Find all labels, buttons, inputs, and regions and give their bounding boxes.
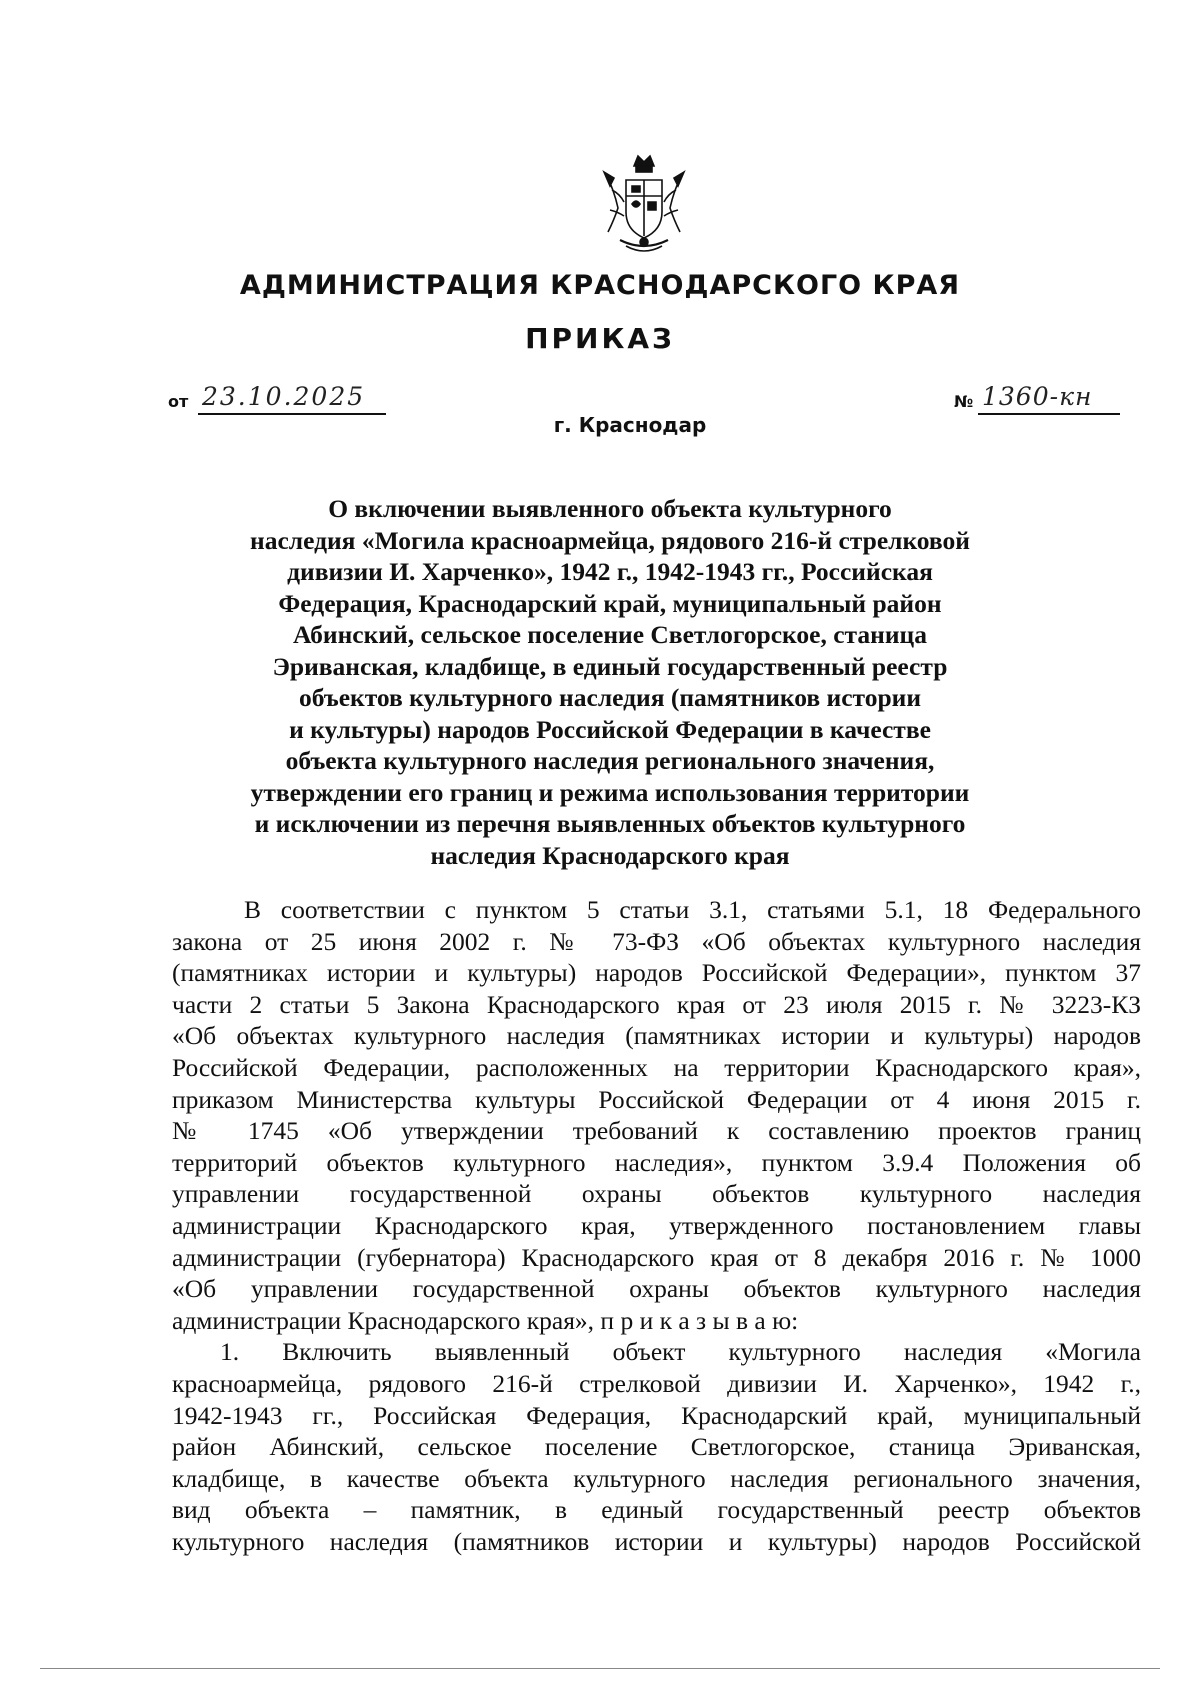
preamble-line: приказом Министерства культуры Российской Федерации от 4 июня 2015 г. <box>172 1084 1141 1114</box>
preamble-line: части 2 статьи 5 Закона Краснодарского края от 23 июля 2015 г. № 3223-КЗ <box>172 989 1141 1019</box>
preamble-line: администрации Краснодарского края», п р и к а з ы в а ю: <box>172 1305 799 1335</box>
preamble-line: № 1745 «Об утверждении требований к составлению проектов границ <box>172 1116 1141 1146</box>
subject-line: дивизии И. Харченко», 1942 г., 1942-1943 гг., Российская <box>287 557 933 586</box>
subject-line: Федерация, Краснодарский край, муниципальный район <box>278 588 942 618</box>
date-prefix: от <box>168 392 189 411</box>
krasnodar-coat-of-arms-icon <box>596 150 692 258</box>
subject-line: и исключении из перечня выявленных объектов культурного <box>254 809 966 838</box>
item-1-line: 1942-1943 гг., Российская Федерация, Краснодарский край, муниципальный <box>172 1400 1141 1430</box>
preamble-line: закона от 25 июня 2002 г. № 73-ФЗ «Об объектах культурного наследия <box>172 926 1141 956</box>
order-subject <box>230 493 990 871</box>
subject-line: Эриванская, кладбище, в единый государственный реестр <box>272 651 948 681</box>
handwritten-date: 23.10.2025 <box>202 382 366 411</box>
item-1-line: вид объекта – памятник, в единый государственный реестр объектов <box>172 1495 1141 1525</box>
item-1-line: культурного наследия (памятников истории и культуры) народов Российской <box>172 1526 1141 1556</box>
item-1-line: кладбище, в качестве объекта культурного наследия регионального значения, <box>172 1463 1141 1493</box>
preamble-line: администрации (губернатора) Краснодарского края от 8 декабря 2016 г. № 1000 <box>172 1242 1141 1272</box>
organization-title: АДМИНИСТРАЦИЯ КРАСНОДАРСКОГО КРАЯ <box>239 270 961 301</box>
preamble-line: Российской Федерации, расположенных на территории Краснодарского края», <box>172 1052 1141 1082</box>
item-1-line: 1. Включить выявленный объект культурного наследия «Могила <box>220 1337 1141 1367</box>
subject-line: О включении выявленного объекта культурного <box>328 494 892 523</box>
preamble-line: В соответствии с пунктом 5 статьи 3.1, статьями 5.1, 18 Федерального <box>244 895 1141 924</box>
order-body <box>172 894 1141 1557</box>
subject-line: объекта культурного наследия регионального значения, <box>285 746 935 775</box>
subject-line: наследия «Могила красноармейца, рядового 216-й стрелковой <box>250 525 970 555</box>
preamble-line: (памятниках истории и культуры) народов Российской Федерации», пунктом 37 <box>172 958 1141 988</box>
page-bottom-rule <box>40 1668 1160 1669</box>
subject-line: Абинский, сельское поселение Светлогорское, станица <box>293 620 927 649</box>
city-name: г. Краснодар <box>553 413 707 437</box>
preamble-line: администрации Краснодарского края, утвержденного постановлением главы <box>172 1210 1141 1240</box>
subject-line: объектов культурного наследия (памятников истории <box>298 683 922 712</box>
preamble-line: «Об управлении государственной охраны объектов культурного наследия <box>172 1274 1141 1304</box>
number-prefix: № <box>954 392 974 411</box>
preamble-line: «Об объектах культурного наследия (памятниках истории и культуры) народов <box>172 1021 1141 1051</box>
item-1-line: район Абинский, сельское поселение Светлогорское, станица Эриванская, <box>172 1432 1141 1462</box>
subject-line: и культуры) народов Российской Федерации в качестве <box>289 714 931 744</box>
document-type-title: ПРИКАЗ <box>525 322 675 355</box>
handwritten-number: 1360-кн <box>982 382 1093 411</box>
preamble-line: территорий объектов культурного наследия», пунктом 3.9.4 Положения об <box>172 1147 1141 1177</box>
subject-line: утверждении его границ и режима использования территории <box>250 777 970 807</box>
subject-line: наследия Краснодарского края <box>430 840 790 870</box>
item-1-line: красноармейца, рядового 216-й стрелковой дивизии И. Харченко», 1942 г., <box>172 1368 1141 1398</box>
preamble-line: управлении государственной охраны объектов культурного наследия <box>172 1179 1141 1209</box>
